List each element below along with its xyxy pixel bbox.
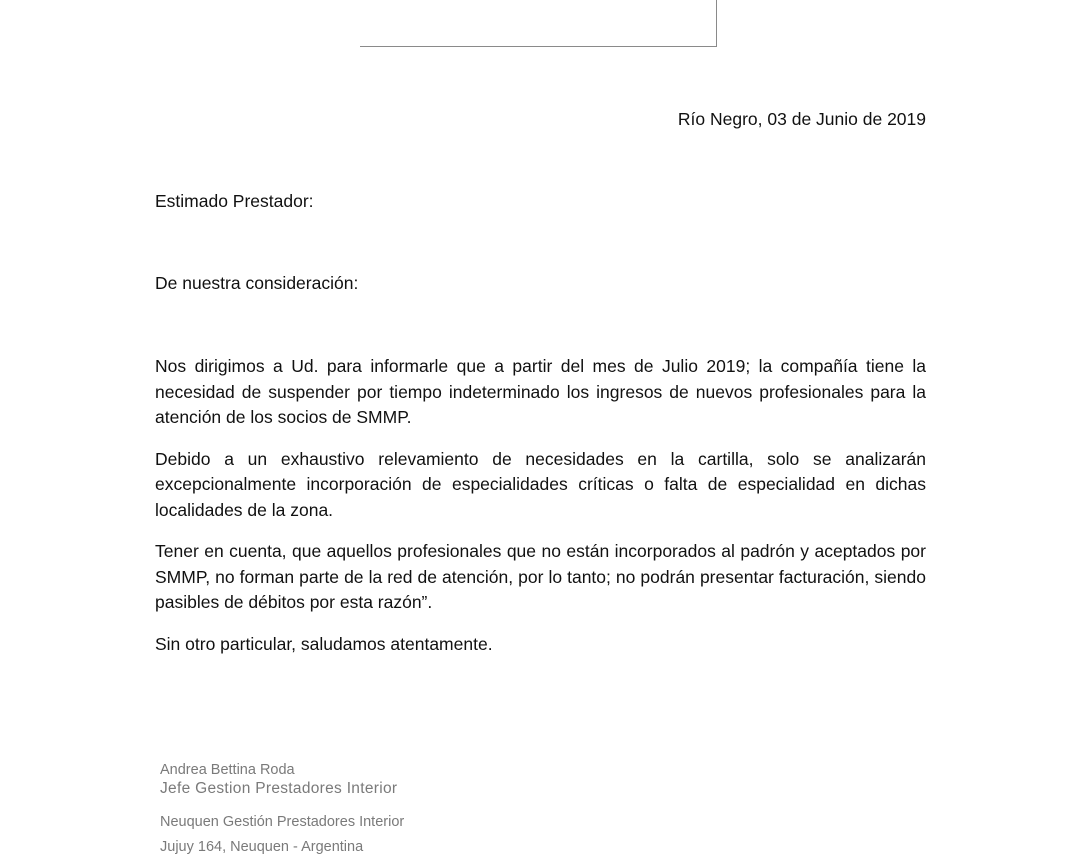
date-line: Río Negro, 03 de Junio de 2019 xyxy=(677,109,926,129)
signature-block xyxy=(160,761,404,857)
signatory-title: Jefe Gestion Prestadores Interior xyxy=(160,780,398,797)
letter-body xyxy=(155,354,926,673)
closing-line: Sin otro particular, saludamos atentamente. xyxy=(155,633,493,654)
letterhead-box xyxy=(360,0,717,47)
signatory-department: Neuquen Gestión Prestadores Interior xyxy=(160,814,405,830)
consideration-line: De nuestra consideración: xyxy=(155,273,359,293)
body-paragraph-2: Debido a un exhaustivo relevamiento de necesidades en la cartilla, solo se analizarán excepcionalmente incorporación de especialidades críticas o falta de especialidad en dichas localidades de la zona. xyxy=(155,448,926,520)
signatory-address: Jujuy 164, Neuquen - Argentina xyxy=(160,839,364,855)
salutation: Estimado Prestador: xyxy=(155,191,314,211)
body-paragraph-1: Nos dirigimos a Ud. para informarle que a partir del mes de Julio 2019; la compañía tiene la necesidad de suspender por tiempo indeterminado los ingresos de nuevos profesionales para la atención de los socios de SMMP. xyxy=(155,356,926,427)
body-paragraph-3: Tener en cuenta, que aquellos profesionales que no están incorporados al padrón y aceptados por SMMP, no forman parte de la red de atención, por lo tanto; no podrán presentar facturación, siendo pasibles de débitos por esta razón”. xyxy=(155,541,926,612)
signatory-name: Andrea Bettina Roda xyxy=(160,762,295,778)
